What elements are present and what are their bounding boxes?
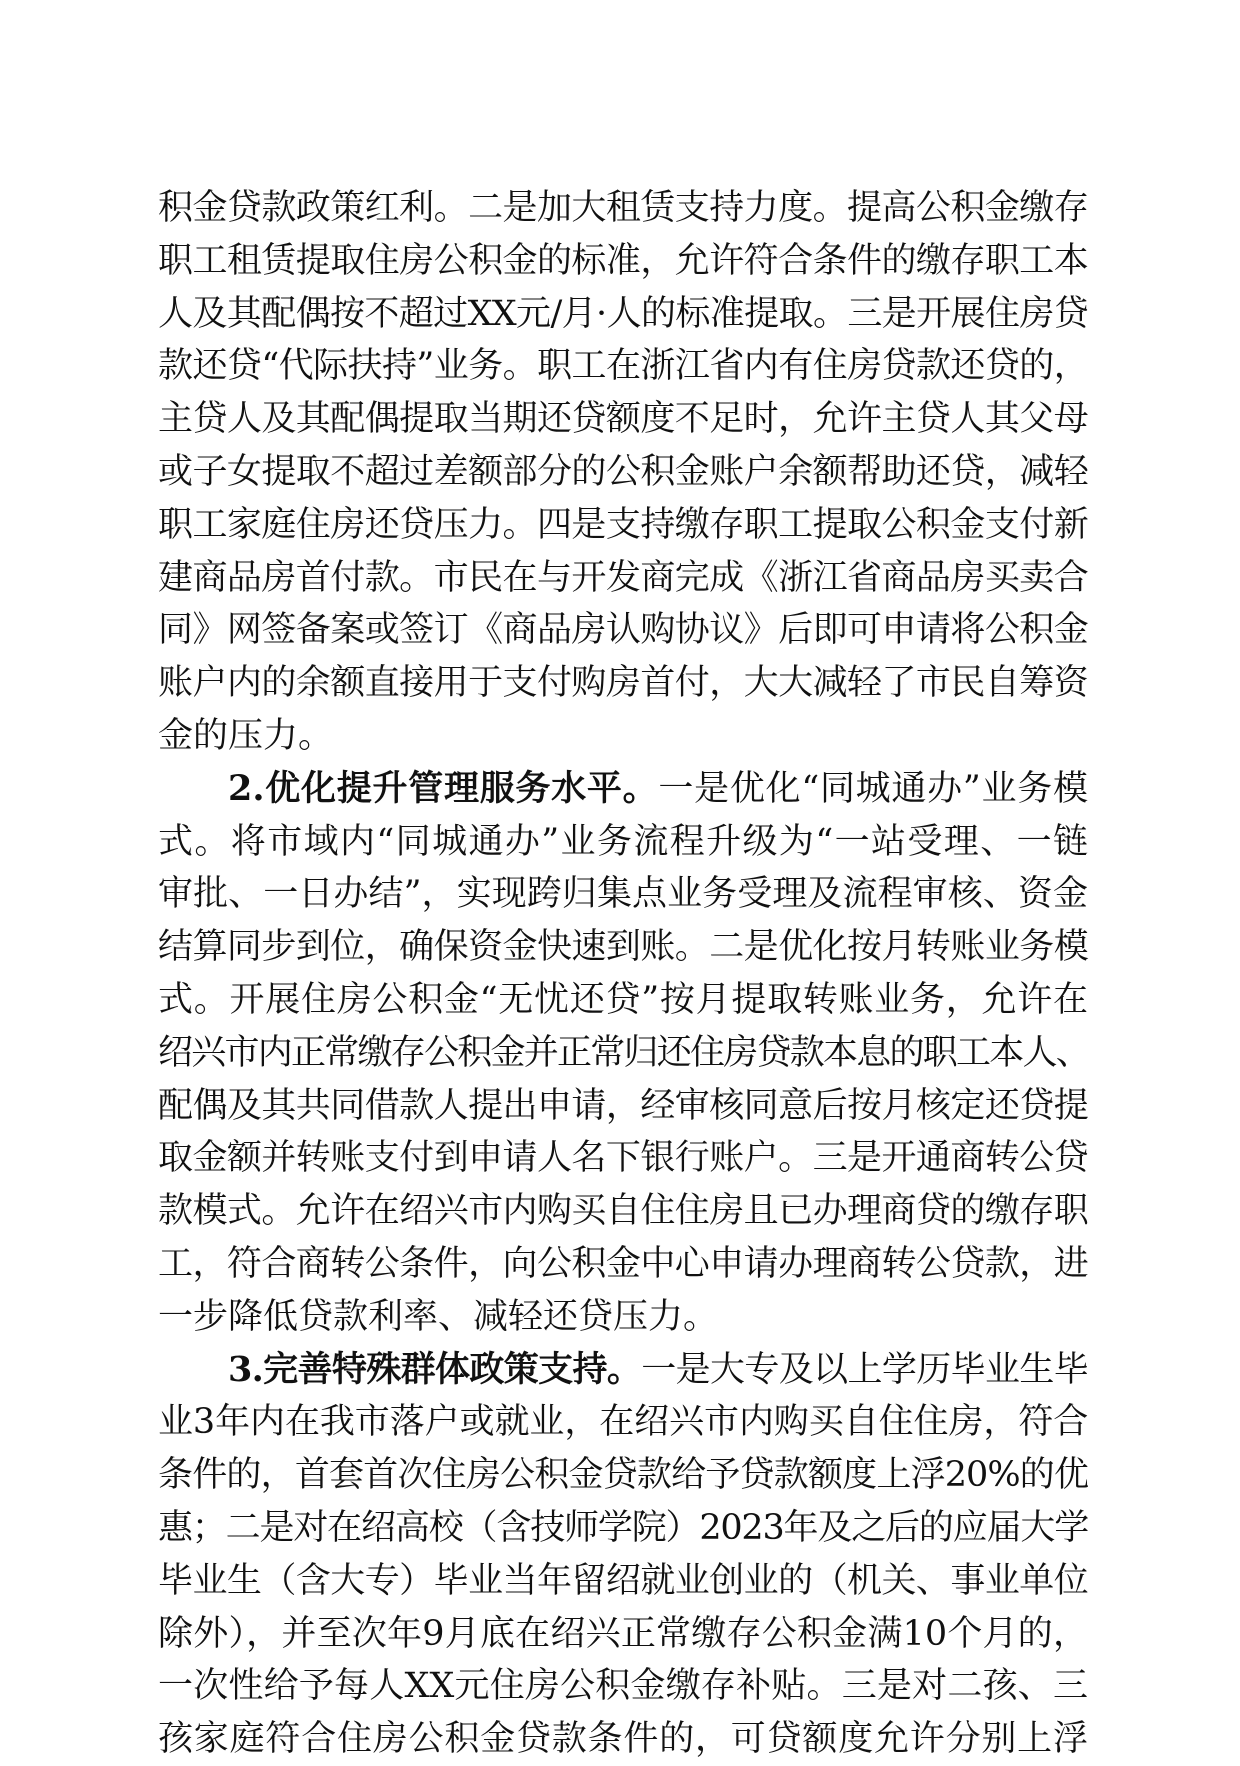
text-line: 同》网签备案或签订《商品房认购协议》后即可申请将公积金 [158, 610, 1088, 651]
text-line: 人及其配偶按不超过XX元/月·人的标准提取。三是开展住房贷 [158, 293, 1088, 334]
text-line: 款模式。允许在绍兴市内购买自住住房且已办理商贷的缴存职 [158, 1191, 1088, 1232]
text-line: 职工租赁提取住房公积金的标准，允许符合条件的缴存职工本 [158, 240, 1088, 281]
text-line: 业3年内在我市落户或就业，在绍兴市内购买自住住房，符合 [158, 1402, 1088, 1443]
text-line: 毕业生（含大专）毕业当年留绍就业创业的（机关、事业单位 [158, 1560, 1088, 1601]
text-line: 主贷人及其配偶提取当期还贷额度不足时，允许主贷人其父母 [158, 399, 1088, 440]
text-line: 结算同步到位，确保资金快速到账。二是优化按月转账业务模 [158, 927, 1088, 968]
text-line: 工，符合商转公条件，向公积金中心申请办理商转公贷款，进 [158, 1243, 1088, 1284]
text-line: 职工家庭住房还贷压力。四是支持缴存职工提取公积金支付新 [158, 504, 1088, 545]
paragraph-service-level [158, 763, 1088, 1344]
text-line: 审批、一日办结”，实现跨归集点业务受理及流程审核、资金 [158, 874, 1088, 915]
text-line: 除外），并至次年9月底在绍兴正常缴存公积金满10个月的， [158, 1613, 1088, 1654]
text-line: 账户内的余额直接用于支付购房首付，大大减轻了市民自筹资 [158, 663, 1088, 704]
text-line: 一步降低贷款利率、减轻还贷压力。 [158, 1296, 719, 1337]
paragraph-first-line [158, 1344, 1088, 1397]
section-heading: 3.完善特殊群体政策支持。 [228, 1348, 642, 1390]
text-line: 积金贷款政策红利。二是加大租赁支持力度。提高公积金缴存 [158, 188, 1088, 228]
text-line: 建商品房首付款。市民在与开发商完成《浙江省商品房买卖合 [158, 557, 1088, 598]
text-line: 式。开展住房公积金“无忧还贷”按月提取转账业务，允许在 [158, 979, 1088, 1020]
text-run: 一是优化“同城通办”业务模 [658, 768, 1088, 809]
text-line: 惠；二是对在绍高校（含技师学院）2023年及之后的应届大学 [158, 1507, 1088, 1548]
text-line: 一次性给予每人XX元住房公积金缴存补贴。三是对二孩、三 [158, 1666, 1088, 1707]
section-heading: 2.优化提升管理服务水平。 [228, 767, 659, 809]
paragraph-special-groups [158, 1344, 1088, 1766]
paragraph-rental-and-withdrawal [158, 182, 1088, 763]
document-body [158, 182, 1088, 1766]
text-run: 一是大专及以上学历毕业生毕 [641, 1349, 1088, 1390]
text-line: 取金额并转账支付到申请人名下银行账户。三是开通商转公贷 [158, 1138, 1088, 1179]
text-line: 式。将市域内“同城通办”业务流程升级为“一站受理、一链 [158, 821, 1088, 862]
text-line: 孩家庭符合住房公积金贷款条件的，可贷额度允许分别上浮 [158, 1719, 1088, 1760]
text-line: 条件的，首套首次住房公积金贷款给予贷款额度上浮20%的优 [158, 1455, 1088, 1496]
text-line: 绍兴市内正常缴存公积金并正常归还住房贷款本息的职工本人、 [158, 1032, 1090, 1073]
paragraph-first-line [158, 763, 1088, 816]
text-line: 配偶及其共同借款人提出申请，经审核同意后按月核定还贷提 [158, 1085, 1088, 1126]
text-line: 金的压力。 [158, 715, 334, 756]
text-line: 款还贷“代际扶持”业务。职工在浙江省内有住房贷款还贷的， [158, 346, 1088, 387]
text-line: 或子女提取不超过差额部分的公积金账户余额帮助还贷，减轻 [158, 451, 1088, 492]
